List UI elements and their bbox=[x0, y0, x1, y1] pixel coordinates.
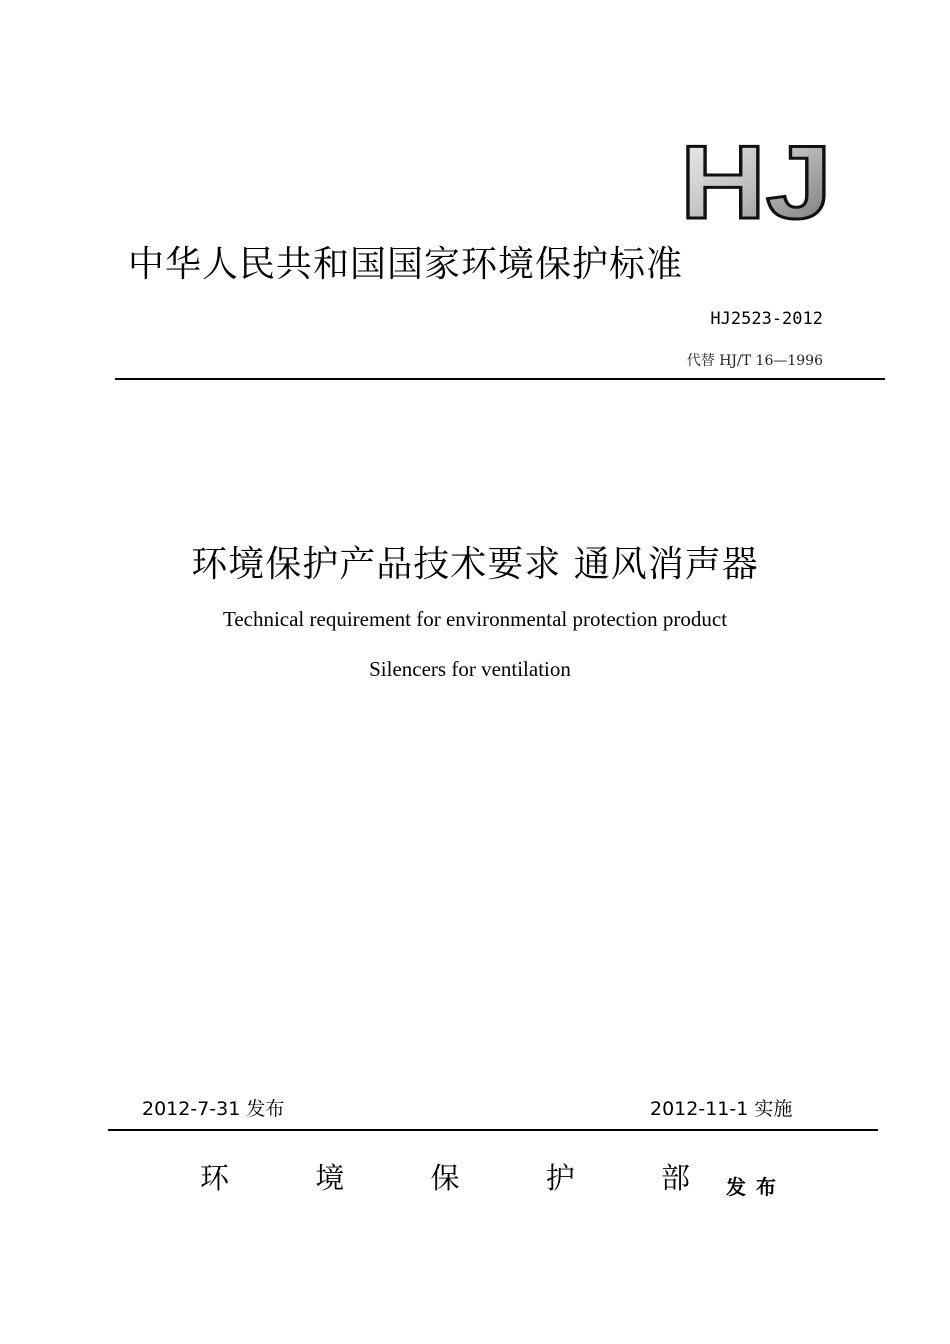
issuing-authority bbox=[200, 1156, 690, 1197]
document-title-english-line1: Technical requirement for environmental protection product bbox=[222, 607, 728, 631]
issuer-char: 环 bbox=[200, 1161, 230, 1195]
footer-divider bbox=[108, 1129, 878, 1131]
header-divider bbox=[115, 378, 885, 380]
document-title-english-line2: Silencers for ventilation bbox=[369, 657, 571, 681]
issuer-char: 境 bbox=[315, 1161, 345, 1195]
document-title-chinese: 环境保护产品技术要求 通风消声器 bbox=[191, 544, 759, 585]
svg-text:HJ: HJ bbox=[680, 128, 832, 228]
publish-label: 发布 bbox=[726, 1175, 786, 1199]
replaces-note: 代替 HJ/T 16—1996 bbox=[686, 353, 823, 369]
issuer-char: 部 bbox=[660, 1161, 690, 1195]
implementation-date: 2012-11-1 实施 bbox=[650, 1098, 793, 1120]
issuer-char: 保 bbox=[430, 1161, 460, 1195]
hj-logo bbox=[680, 128, 840, 228]
standard-number: HJ2523-2012 bbox=[710, 309, 823, 329]
issue-date: 2012-7-31 发布 bbox=[142, 1098, 285, 1120]
standard-title: 中华人民共和国国家环境保护标准 bbox=[128, 244, 684, 285]
issuer-char: 护 bbox=[545, 1161, 575, 1195]
